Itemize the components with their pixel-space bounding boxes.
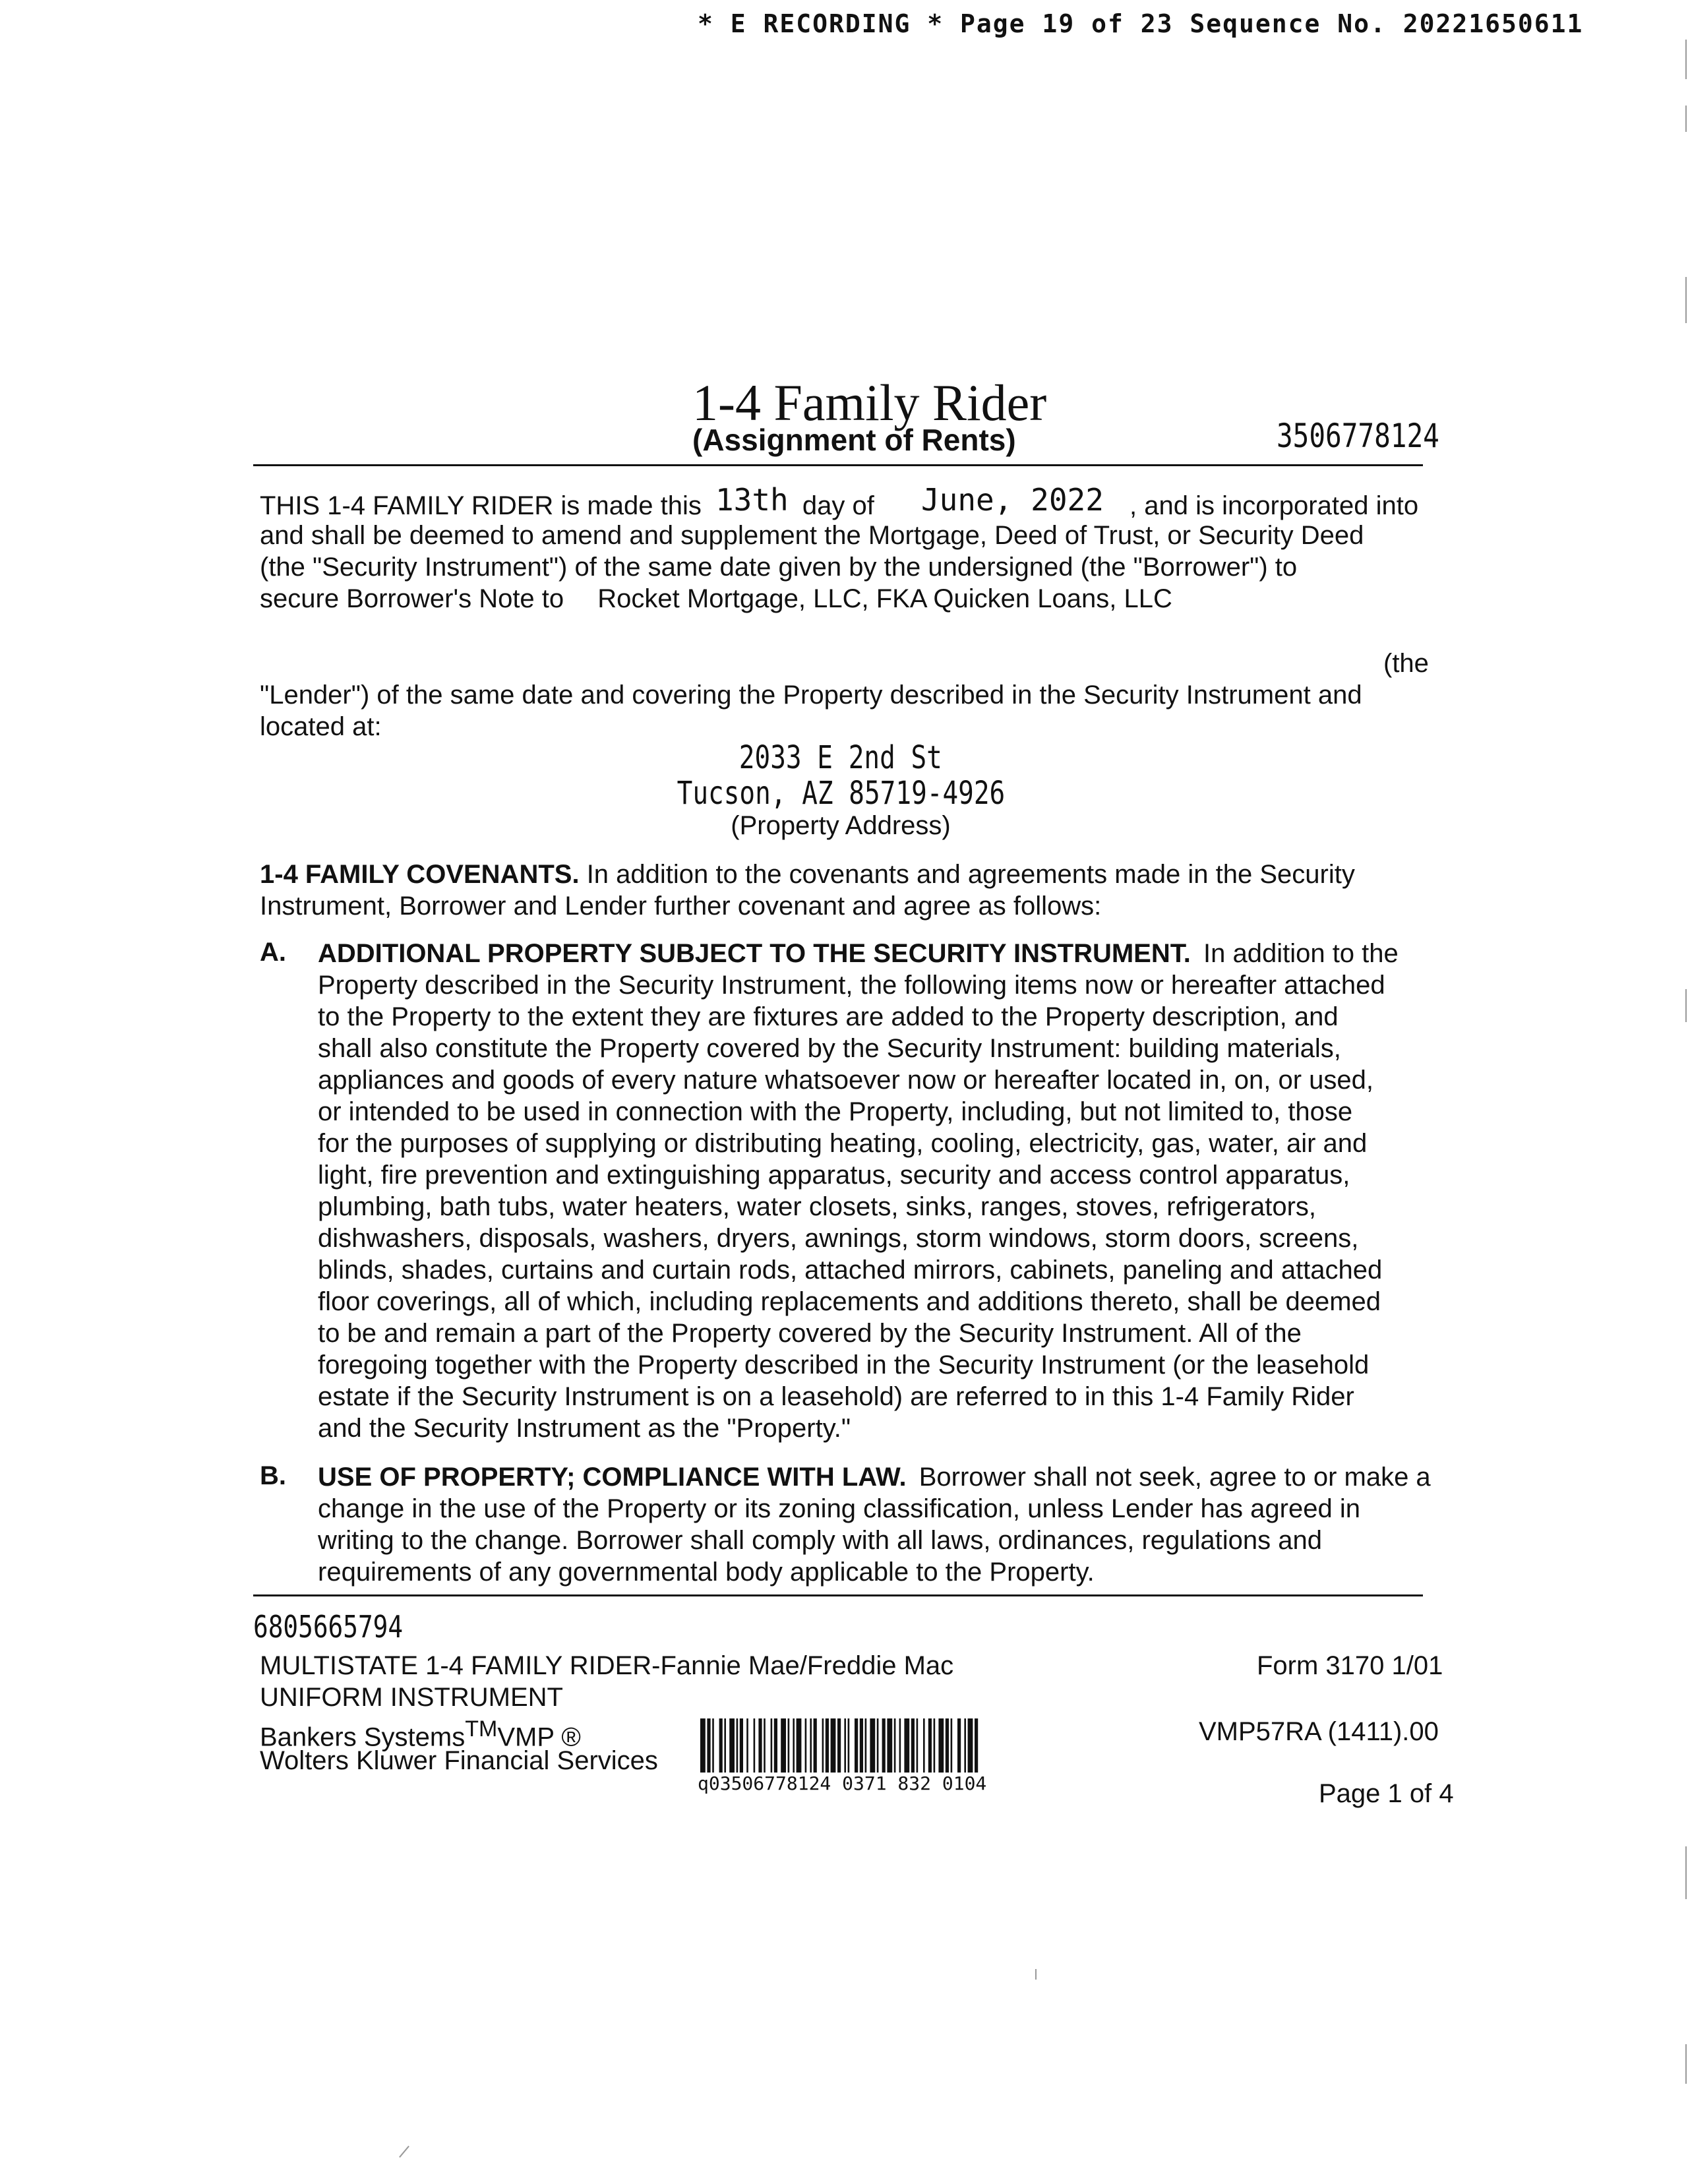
item-a-line: estate if the Security Instrument is on a leasehold) are referred to in this 1-4 Family Rider [318,1382,1354,1411]
footer-loan-id [253,1609,436,1645]
barcode-bar [968,1718,973,1773]
item-b-heading: USE OF PROPERTY; COMPLIANCE WITH LAW. [318,1463,907,1492]
rider-day: 13th [715,482,789,518]
barcode-bar [707,1718,710,1773]
barcode-bar [837,1718,841,1773]
barcode-bar [758,1718,762,1773]
scan-artifact [399,2146,409,2158]
item-a-line: or intended to be used in connection with the Property, including, but not limited to, those [318,1097,1353,1126]
form-number: Form 3170 1/01 [1257,1651,1443,1680]
item-b-line: change in the use of the Property or its zoning classification, unless Lender has agreed in [318,1494,1360,1523]
scan-artifact [1685,989,1687,1022]
barcode-bar [719,1718,723,1773]
item-a-body [318,938,1399,1444]
document-title: 1-4 Family Rider [692,374,1047,431]
title-rule [253,464,1423,466]
barcode-bar [917,1718,919,1773]
barcode-bar [831,1718,836,1773]
barcode-bar [923,1718,925,1773]
barcode-bar [860,1718,863,1773]
property-city-text: Tucson, AZ 85719-4926 [677,775,1005,812]
barcode-bar [848,1718,850,1773]
covenants-heading: 1-4 FAMILY COVENANTS. [260,860,580,889]
barcode-bar [724,1718,726,1773]
barcode-bar [934,1718,936,1773]
barcode-bar [729,1718,735,1773]
barcode-bar [911,1718,915,1773]
barcode-bar [844,1718,846,1773]
barcode-bar [882,1718,886,1773]
covenants-line-1 [260,859,1355,890]
barcode-bar [797,1718,802,1773]
item-b-text: Borrower shall not seek, agree to or make a [919,1463,1431,1492]
item-a-line: foregoing together with the Property described in the Security Instrument (or the leasehold [318,1350,1370,1380]
barcode-bar [822,1718,824,1773]
item-b-letter: B. [260,1461,286,1490]
covenants-text: In addition to the covenants and agreements made in the Security [586,860,1355,889]
scan-artifact [1685,40,1687,79]
property-street [580,740,1101,775]
covenants-line-2: Instrument, Borrower and Lender further covenant and agree as follows: [260,892,1102,921]
barcode-bar [814,1718,817,1773]
barcode-bar [938,1718,944,1773]
barcode-bar [746,1718,748,1773]
barcode-bar [764,1718,766,1773]
barcode-bar [870,1718,875,1773]
intro-line-3: (the "Security Instrument") of the same date given by the undersigned (the "Borrower") to [260,553,1298,582]
barcode-bar [712,1718,714,1773]
barcode-bar [810,1718,812,1773]
barcode-bar [805,1718,807,1773]
item-a-heading: ADDITIONAL PROPERTY SUBJECT TO THE SECURITY INSTRUMENT. [318,939,1191,968]
intro-the: (the [1383,649,1429,678]
item-a-line: for the purposes of supplying or distributing heating, cooling, electricity, gas, water, air and [318,1129,1368,1158]
footer-publisher: Bankers Systems [260,1722,466,1752]
document-subtitle: (Assignment of Rents) [692,423,1016,457]
item-a-line: plumbing, bath tubs, water heaters, water closets, sinks, ranges, stoves, refrigerators, [318,1192,1317,1221]
footer-line-4: Wolters Kluwer Financial Services [260,1746,658,1775]
barcode-bar [894,1718,896,1773]
intro-line-4 [260,583,1172,615]
barcode-bar [865,1718,867,1773]
intro-line-1 [260,482,1419,522]
barcode-bar [855,1718,858,1773]
intro-text: day of [802,491,874,520]
barcode-bar [928,1718,932,1773]
barcode-bar [899,1718,901,1773]
scan-artifact [1685,106,1687,132]
footer-line-1: MULTISTATE 1-4 FAMILY RIDER-Fannie Mae/Freddie Mac [260,1651,954,1680]
trademark-mark: TM [465,1716,498,1742]
item-b-body [318,1461,1431,1588]
scan-artifact [1685,1846,1687,1899]
intro-text: secure Borrower's Note to [260,584,564,613]
barcode-bar [754,1718,756,1773]
recording-stamp: * E RECORDING * Page 19 of 23 Sequence No. 20221650611 [698,9,1584,38]
item-a-line: appliances and goods of every nature whatsoever now or hereafter located in, on, or used, [318,1066,1373,1095]
item-a-line: to the Property to the extent they are fixtures are added to the Property description, and [318,1002,1339,1031]
lender-name: Rocket Mortgage, LLC, FKA Quicken Loans, LLC [597,584,1172,613]
item-a-line: blinds, shades, curtains and curtain rods, attached mirrors, cabinets, paneling and attached [318,1256,1383,1285]
barcode-bar [740,1718,743,1773]
property-address-caption: (Property Address) [731,811,951,840]
item-a-line: to be and remain a part of the Property covered by the Security Instrument. All of the [318,1319,1302,1348]
rider-month-year: June, 2022 [920,482,1104,518]
loan-number-text: 3506778124 [1277,417,1439,455]
barcode-bar [887,1718,892,1773]
barcode-bar [964,1718,966,1773]
item-b-line [318,1461,1431,1493]
item-a-line: light, fire prevention and extinguishing apparatus, security and access control apparatus, [318,1161,1350,1190]
barcode-bar [771,1718,773,1773]
barcode-bar [788,1718,790,1773]
scan-artifact [1685,2044,1687,2084]
footer-vmp: VMP ® [497,1722,581,1752]
barcode-bar [975,1718,978,1773]
barcode-bar [781,1718,786,1773]
barcode-bar [877,1718,879,1773]
item-a-line: dishwashers, disposals, washers, dryers, awnings, storm windows, storm doors, screens, [318,1224,1359,1253]
barcode-bar [826,1718,829,1773]
intro-text: , and is incorporated into [1130,491,1419,520]
barcode-number: q03506778124 0371 832 0104 [698,1773,987,1794]
item-a-line: Property described in the Security Instrument, the following items now or hereafter attached [318,971,1385,1000]
scan-artifact [1685,277,1687,323]
page-number: Page 1 of 4 [1319,1779,1454,1808]
item-b-line: requirements of any governmental body applicable to the Property. [318,1558,1095,1587]
barcode-bar [951,1718,953,1773]
item-a-text: In addition to the [1203,939,1399,968]
barcode-bar [793,1718,795,1773]
scan-artifact [1035,1969,1037,1980]
vmp-code: VMP57RA (1411).00 [1199,1717,1439,1746]
barcode-bar [946,1718,949,1773]
barcode [700,1718,1155,1773]
barcode-bar [737,1718,738,1773]
item-b-line: writing to the change. Borrower shall comply with all laws, ordinances, regulations and [318,1526,1322,1555]
item-a-line: and the Security Instrument as the "Property." [318,1414,851,1443]
intro-line-5: "Lender") of the same date and covering the Property described in the Security Instrument and [260,681,1362,710]
footer-loan-id-text: 6805665794 [253,1609,404,1645]
item-a-letter: A. [260,938,286,967]
intro-line-6: located at: [260,712,382,741]
barcode-bar [700,1718,706,1773]
item-a-line: floor coverings, all of which, including replacements and additions thereto, shall be deemed [318,1287,1381,1316]
barcode-bar [904,1718,909,1773]
footer-line-2: UNIFORM INSTRUMENT [260,1683,563,1712]
intro-line-2: and shall be deemed to amend and supplement the Mortgage, Deed of Trust, or Security Deed [260,521,1364,550]
intro-text: THIS 1-4 FAMILY RIDER is made this [260,491,702,520]
footer-rule [253,1594,1423,1596]
item-a-line: shall also constitute the Property covered by the Security Instrument: building materials, [318,1034,1341,1063]
item-a-line [318,938,1399,969]
property-city [580,775,1101,811]
barcode-bar [774,1718,777,1773]
loan-number [1277,417,1475,455]
barcode-bar [957,1718,961,1773]
property-street-text: 2033 E 2nd St [738,739,943,776]
